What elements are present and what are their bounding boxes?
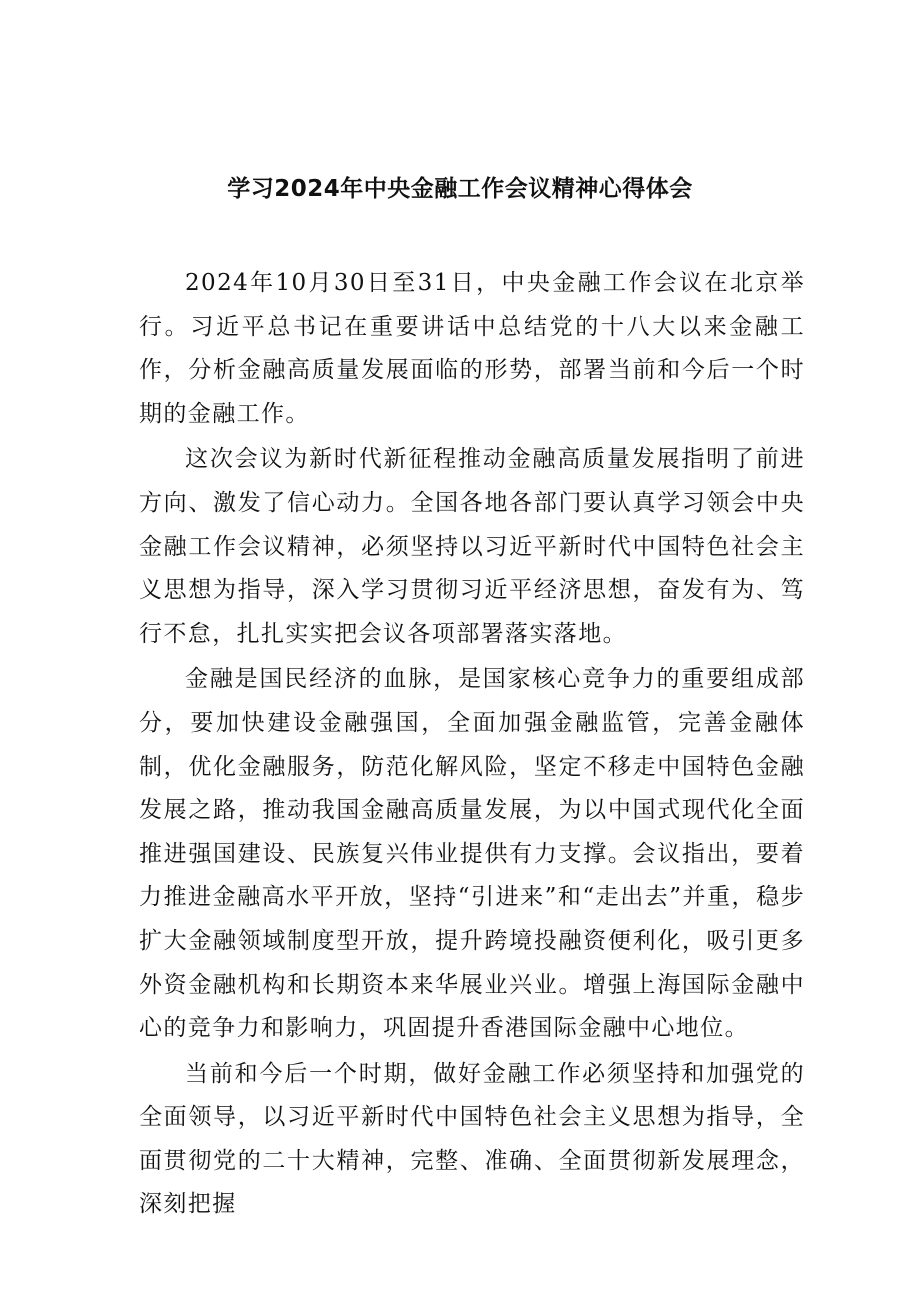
paragraph-1: 2024年10月30日至31日，中央金融工作会议在北京举行。习近平总书记在重要讲话中总结党的十八大以来金融工作，分析金融高质量发展面临的形势，部署当前和今后一个时期的金融工作。 xyxy=(139,270,805,427)
document-title: 学习2024年中央金融工作会议精神心得体会 xyxy=(227,176,693,202)
document-body xyxy=(139,262,805,1229)
paragraph-4: 当前和今后一个时期，做好金融工作必须坚持和加强党的全面领导，以习近平新时代中国特色社会主义思想为指导，全面贯彻党的二十大精神，完整、准确、全面贯彻新发展理念，深刻把握 xyxy=(139,1060,805,1218)
paragraph-2: 这次会议为新时代新征程推动金融高质量发展指明了前进方向、激发了信心动力。全国各地各部门要认真学习领会中央金融工作会议精神，必须坚持以习近平新时代中国特色社会主义思想为指导，深入学习贯彻习近平经济思想，奋发有为、笃行不怠，扎扎实实把会议各项部署落实落地。 xyxy=(139,446,805,647)
paragraph-3: 金融是国民经济的血脉，是国家核心竞争力的重要组成部分，要加快建设金融强国，全面加强金融监管，完善金融体制，优化金融服务，防范化解风险，坚定不移走中国特色金融发展之路，推动我国金融高质量发展，为以中国式现代化全面推进强国建设、民族复兴伟业提供有力支撑。会议指出，要着力推进金融高水平开放，坚持“引进来”和“走出去”并重，稳步扩大金融领域制度型开放，提升跨境投融资便利化，吸引更多外资金融机构和长期资本来华展业兴业。增强上海国际金融中心的竞争力和影响力，巩固提升香港国际金融中心地位。 xyxy=(139,666,805,1042)
